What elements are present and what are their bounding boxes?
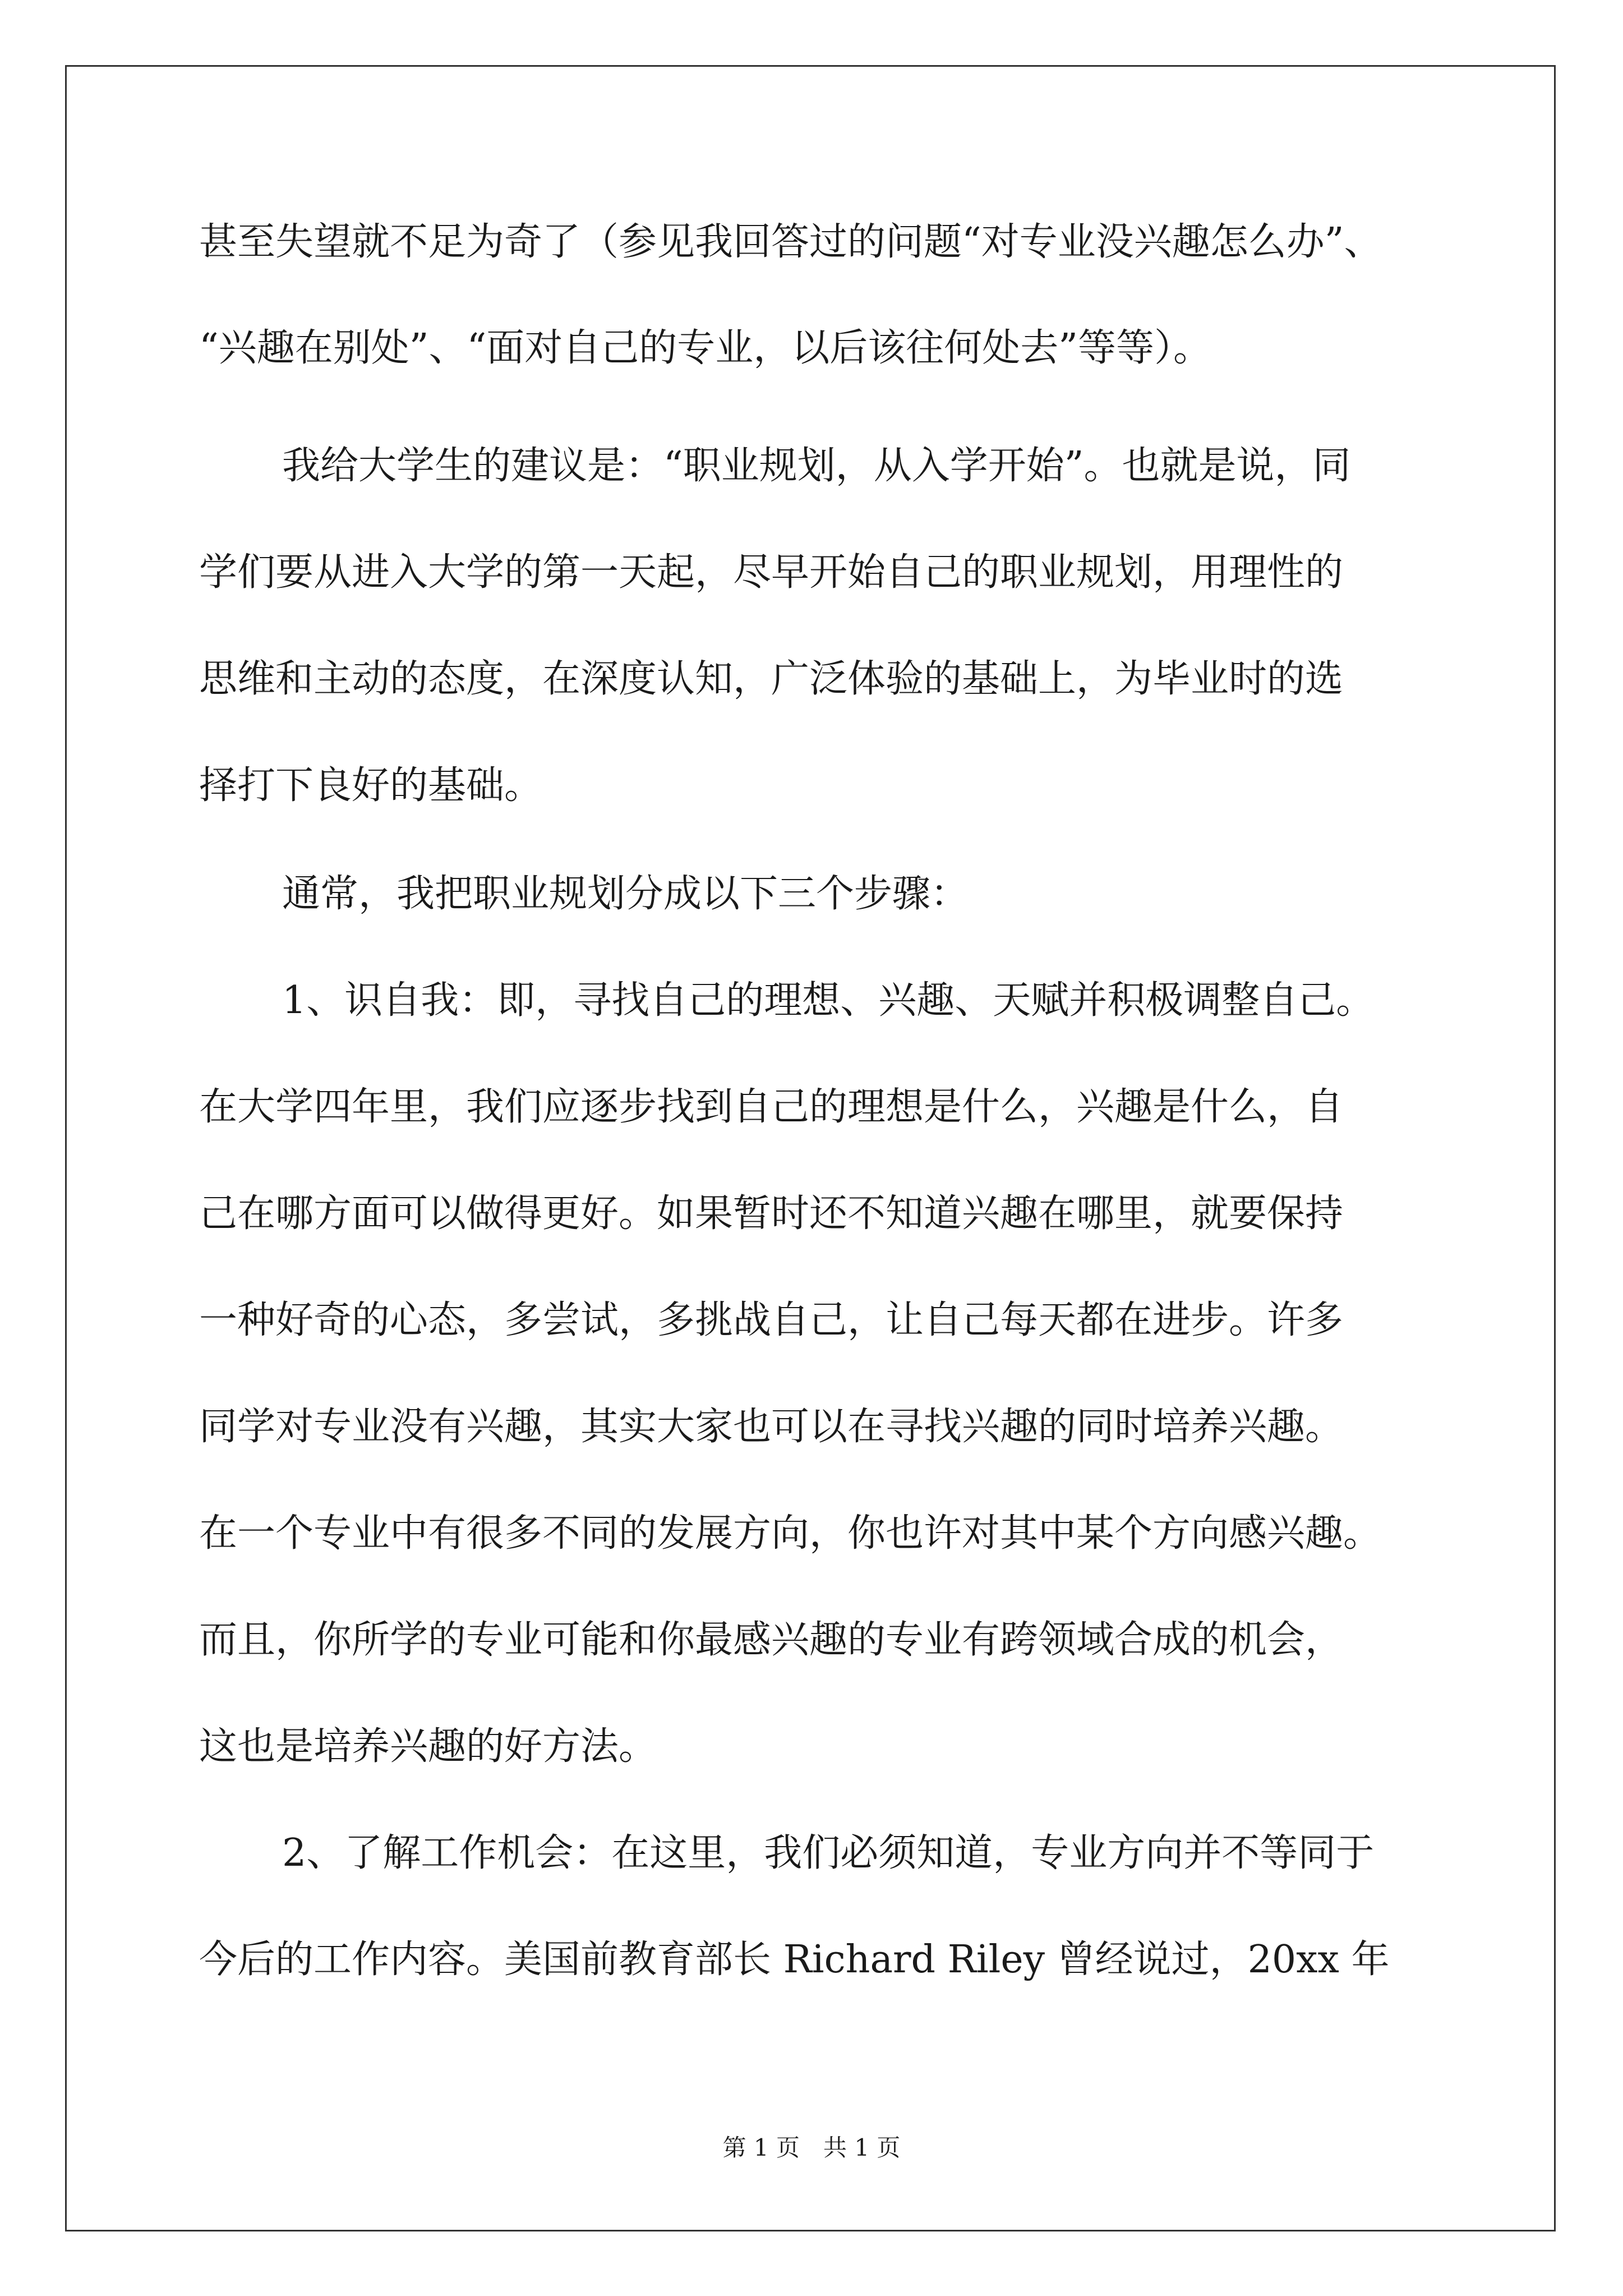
text-line: 思维和主动的态度，在深度认知，广泛体验的基础上，为毕业时的选 bbox=[199, 657, 1344, 701]
text-line: 在大学四年里，我们应逐步找到自己的理想是什么，兴趣是什么，自 bbox=[199, 1085, 1344, 1129]
text-line: 而且，你所学的专业可能和你最感兴趣的专业有跨领域合成的机会， bbox=[199, 1618, 1344, 1662]
text-line: 己在哪方面可以做得更好。如果暂时还不知道兴趣在哪里，就要保持 bbox=[199, 1191, 1344, 1236]
text-line: 1、识自我：即，寻找自己的理想、兴趣、天赋并积极调整自己。 bbox=[282, 978, 1375, 1023]
text-line: 2、了解工作机会：在这里，我们必须知道，专业方向并不等同于 bbox=[282, 1831, 1375, 1875]
text-line: 我给大学生的建议是：“职业规划，从入学开始”。也就是说，同 bbox=[282, 444, 1351, 488]
text-line: “兴趣在别处”、“面对自己的专业，以后该往何处去”等等）。 bbox=[199, 326, 1212, 370]
text-line: 学们要从进入大学的第一天起，尽早开始自己的职业规划，用理性的 bbox=[199, 550, 1344, 595]
text-line: 今后的工作内容。美国前教育部长 Richard Riley 曾经说过，20xx 年 bbox=[199, 1938, 1390, 1982]
text-line: 这也是培养兴趣的好方法。 bbox=[199, 1724, 657, 1769]
page-border bbox=[65, 65, 1556, 2231]
text-line: 甚至失望就不足为奇了（参见我回答过的问题“对专业没兴趣怎么办”、 bbox=[199, 220, 1382, 264]
text-line: 通常，我把职业规划分成以下三个步骤： bbox=[282, 872, 969, 916]
text-line: 在一个专业中有很多不同的发展方向，你也许对其中某个方向感兴趣。 bbox=[199, 1511, 1382, 1556]
text-line: 择打下良好的基础。 bbox=[199, 763, 543, 808]
page-footer: 第 1 页 共 1 页 bbox=[722, 2134, 901, 2161]
text-line: 一种好奇的心态，多尝试，多挑战自己，让自己每天都在进步。许多 bbox=[199, 1298, 1344, 1342]
text-line: 同学对专业没有兴趣，其实大家也可以在寻找兴趣的同时培养兴趣。 bbox=[199, 1405, 1344, 1449]
